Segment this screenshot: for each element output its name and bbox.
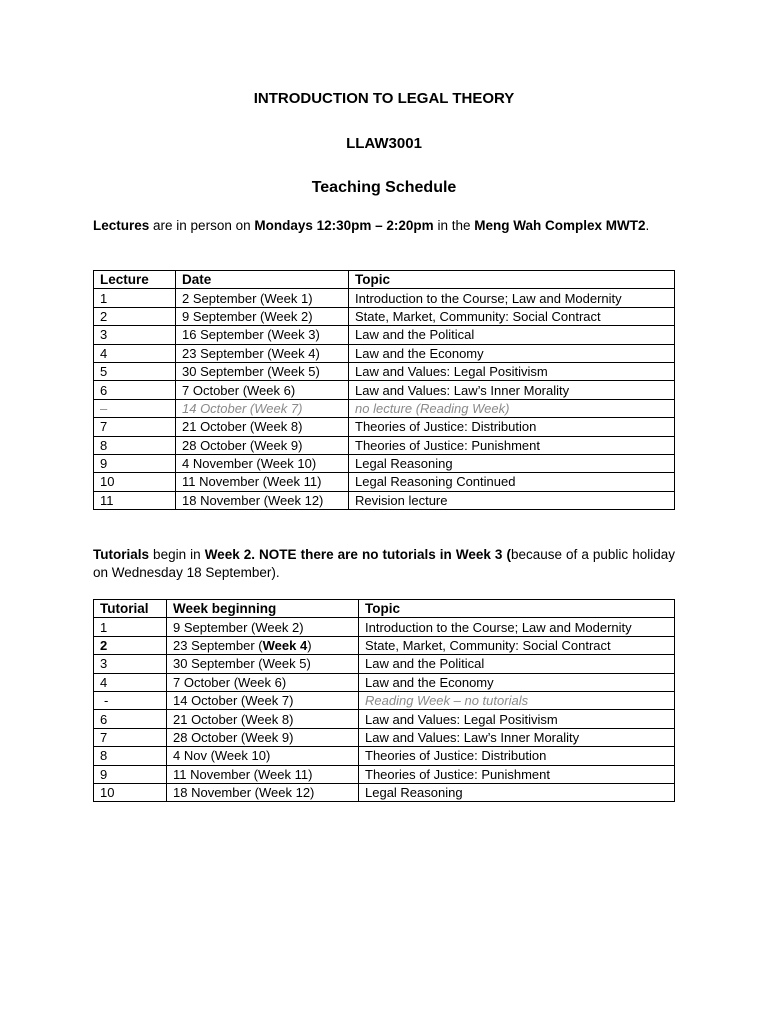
tutorial-topic: Law and Values: Law’s Inner Morality	[359, 728, 675, 746]
lecture-topic: Legal Reasoning	[349, 454, 675, 472]
lecture-date: 2 September (Week 1)	[176, 289, 349, 307]
table-row	[94, 655, 675, 673]
table-row	[94, 783, 675, 801]
tutorial-topic: Reading Week – no tutorials	[359, 691, 675, 709]
lecture-date: 18 November (Week 12)	[176, 491, 349, 509]
tutorial-number: 2	[94, 636, 167, 654]
table-row	[94, 673, 675, 691]
tutorial-number: 4	[94, 673, 167, 691]
lecture-number: 3	[94, 326, 176, 344]
table-row	[94, 344, 675, 362]
lecture-date: 4 November (Week 10)	[176, 454, 349, 472]
lectures-table	[93, 270, 675, 510]
table-row	[94, 381, 675, 399]
tutorial-week: 4 Nov (Week 10)	[167, 747, 359, 765]
column-header: Lecture	[94, 271, 176, 289]
lecture-topic: Law and Values: Law’s Inner Morality	[349, 381, 675, 399]
column-header: Date	[176, 271, 349, 289]
tutorial-number: 9	[94, 765, 167, 783]
table-row	[94, 636, 675, 654]
lecture-date: 23 September (Week 4)	[176, 344, 349, 362]
table-row	[94, 728, 675, 746]
lecture-topic: Theories of Justice: Distribution	[349, 418, 675, 436]
table-row	[94, 618, 675, 636]
lecture-date: 28 October (Week 9)	[176, 436, 349, 454]
lecture-topic: Introduction to the Course; Law and Modernity	[349, 289, 675, 307]
lecture-number: 11	[94, 491, 176, 509]
tutorial-topic: Introduction to the Course; Law and Modernity	[359, 618, 675, 636]
table-row	[94, 326, 675, 344]
table-row	[94, 307, 675, 325]
tutorials-intro: Tutorials begin in Week 2. NOTE there are no tutorials in Week 3 (because of a public holiday on Wednesday 18 September).	[93, 547, 675, 580]
tutorial-week: 23 September (Week 4)	[167, 636, 359, 654]
lecture-number: 2	[94, 307, 176, 325]
lecture-date: 30 September (Week 5)	[176, 362, 349, 380]
tutorial-week: 9 September (Week 2)	[167, 618, 359, 636]
column-header: Topic	[359, 600, 675, 618]
lecture-date: 16 September (Week 3)	[176, 326, 349, 344]
table-row	[94, 491, 675, 509]
tutorial-week: 21 October (Week 8)	[167, 710, 359, 728]
table-header-row	[94, 271, 675, 289]
lecture-date: 7 October (Week 6)	[176, 381, 349, 399]
lecture-number: 6	[94, 381, 176, 399]
lecture-topic: Law and the Economy	[349, 344, 675, 362]
tutorial-topic: Theories of Justice: Punishment	[359, 765, 675, 783]
lecture-number: 7	[94, 418, 176, 436]
lecture-number: 9	[94, 454, 176, 472]
course-code: LLAW3001	[346, 135, 422, 152]
tutorial-week: 30 September (Week 5)	[167, 655, 359, 673]
table-row	[94, 473, 675, 491]
table-row	[94, 454, 675, 472]
lecture-number: 4	[94, 344, 176, 362]
tutorial-topic: Law and Values: Legal Positivism	[359, 710, 675, 728]
tutorial-week: 14 October (Week 7)	[167, 691, 359, 709]
tutorial-number: 1	[94, 618, 167, 636]
tutorial-week: 18 November (Week 12)	[167, 783, 359, 801]
tutorial-topic: Law and the Economy	[359, 673, 675, 691]
tutorial-number: 3	[94, 655, 167, 673]
table-row-reading-week	[94, 399, 675, 417]
tutorial-week: 7 October (Week 6)	[167, 673, 359, 691]
tutorial-number: 6	[94, 710, 167, 728]
lecture-number: 10	[94, 473, 176, 491]
lecture-date: 9 September (Week 2)	[176, 307, 349, 325]
lecture-date: 14 October (Week 7)	[176, 399, 349, 417]
table-row	[94, 362, 675, 380]
table-row	[94, 289, 675, 307]
lecture-number: 5	[94, 362, 176, 380]
tutorials-table	[93, 599, 675, 802]
tutorial-number: 10	[94, 783, 167, 801]
column-header: Tutorial	[94, 600, 167, 618]
lecture-topic: State, Market, Community: Social Contract	[349, 307, 675, 325]
lecture-topic: no lecture (Reading Week)	[349, 399, 675, 417]
tutorial-number: 7	[94, 728, 167, 746]
tutorial-number: 8	[94, 747, 167, 765]
tutorial-week: 28 October (Week 9)	[167, 728, 359, 746]
lecture-topic: Law and the Political	[349, 326, 675, 344]
column-header: Topic	[349, 271, 675, 289]
table-row	[94, 710, 675, 728]
table-row	[94, 418, 675, 436]
table-row	[94, 765, 675, 783]
table-header-row	[94, 600, 675, 618]
lecture-topic: Theories of Justice: Punishment	[349, 436, 675, 454]
lecture-number: –	[94, 399, 176, 417]
lecture-date: 21 October (Week 8)	[176, 418, 349, 436]
lecture-topic: Law and Values: Legal Positivism	[349, 362, 675, 380]
lecture-number: 8	[94, 436, 176, 454]
table-row	[94, 747, 675, 765]
tutorial-topic: Theories of Justice: Distribution	[359, 747, 675, 765]
table-row	[94, 436, 675, 454]
tutorial-topic: Legal Reasoning	[359, 783, 675, 801]
tutorial-number: -	[94, 691, 167, 709]
lecture-date: 11 November (Week 11)	[176, 473, 349, 491]
lecture-topic: Revision lecture	[349, 491, 675, 509]
tutorial-week: 11 November (Week 11)	[167, 765, 359, 783]
lecture-topic: Legal Reasoning Continued	[349, 473, 675, 491]
tutorial-topic: State, Market, Community: Social Contract	[359, 636, 675, 654]
lecture-number: 1	[94, 289, 176, 307]
column-header: Week beginning	[167, 600, 359, 618]
lectures-intro: Lectures are in person on Mondays 12:30pm – 2:20pm in the Meng Wah Complex MWT2.	[93, 218, 650, 233]
table-row-reading-week	[94, 691, 675, 709]
course-title: INTRODUCTION TO LEGAL THEORY	[253, 90, 515, 107]
tutorial-topic: Law and the Political	[359, 655, 675, 673]
schedule-heading: Teaching Schedule	[311, 179, 457, 196]
